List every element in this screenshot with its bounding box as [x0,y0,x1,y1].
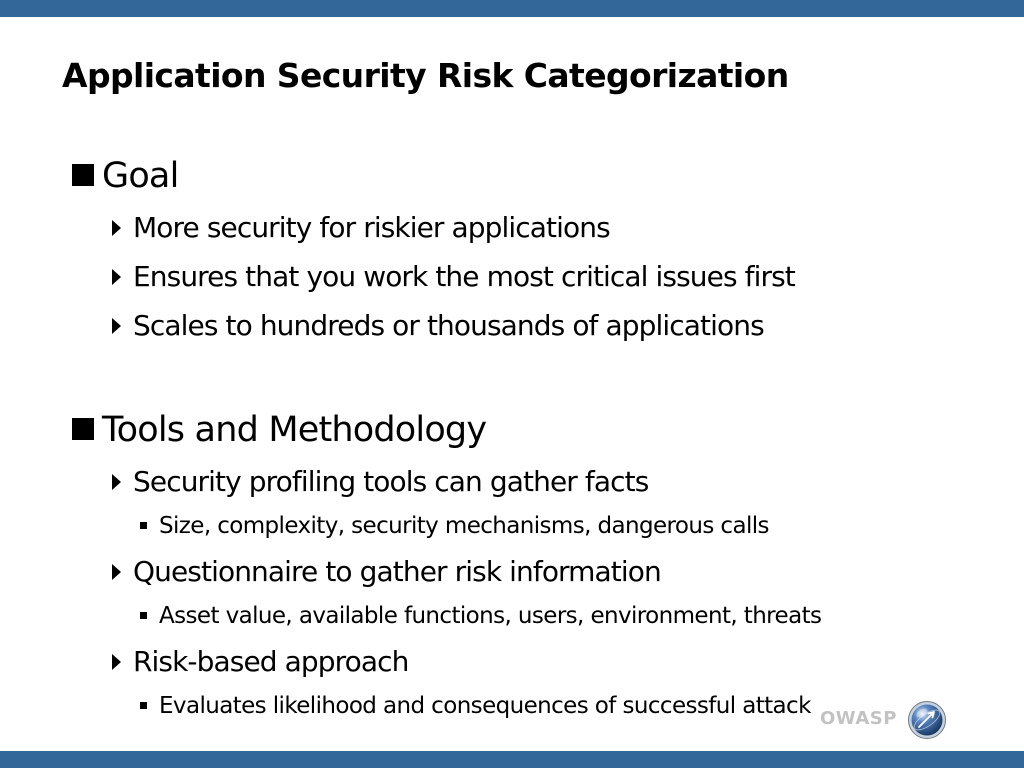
list-item-text: Scales to hundreds or thousands of applications [133,309,764,342]
sub-list-item-text: Evaluates likelihood and consequences of successful attack [159,693,811,719]
list-item-text: Security profiling tools can gather facts [133,465,649,498]
square-bullet-icon [72,164,94,186]
list-item [112,306,764,346]
section-heading-text: Goal [102,156,179,196]
triangle-bullet-icon [112,474,121,490]
square-bullet-icon [72,418,94,440]
list-item-text: Risk-based approach [133,645,409,678]
list-item [112,257,795,297]
triangle-bullet-icon [112,318,121,334]
triangle-bullet-icon [112,220,121,236]
list-item-text: More security for riskier applications [133,211,610,244]
sub-list-item [140,691,811,721]
list-item [112,462,648,502]
top-bar [0,0,1024,17]
section-heading [72,408,486,452]
slide-title: Application Security Risk Categorization [62,56,789,95]
logo-text: OWASP [820,708,897,729]
triangle-bullet-icon [112,654,121,670]
small-square-bullet-icon [140,702,147,709]
list-item-text: Questionnaire to gather risk information [133,555,661,588]
sub-list-item-text: Asset value, available functions, users, environment, threats [159,603,822,629]
section-heading [72,154,179,198]
triangle-bullet-icon [112,269,121,285]
triangle-bullet-icon [112,564,121,580]
sub-list-item [140,511,769,541]
owasp-logo [816,698,948,742]
small-square-bullet-icon [140,522,147,529]
sub-list-item-text: Size, complexity, security mechanisms, dangerous calls [159,513,769,539]
sub-list-item [140,601,821,631]
list-item [112,208,610,248]
bottom-bar [0,751,1024,768]
list-item-text: Ensures that you work the most critical issues first [133,260,795,293]
small-square-bullet-icon [140,612,147,619]
list-item [112,642,409,682]
section-heading-text: Tools and Methodology [102,410,487,450]
owasp-globe-icon [907,700,947,740]
list-item [112,552,661,592]
